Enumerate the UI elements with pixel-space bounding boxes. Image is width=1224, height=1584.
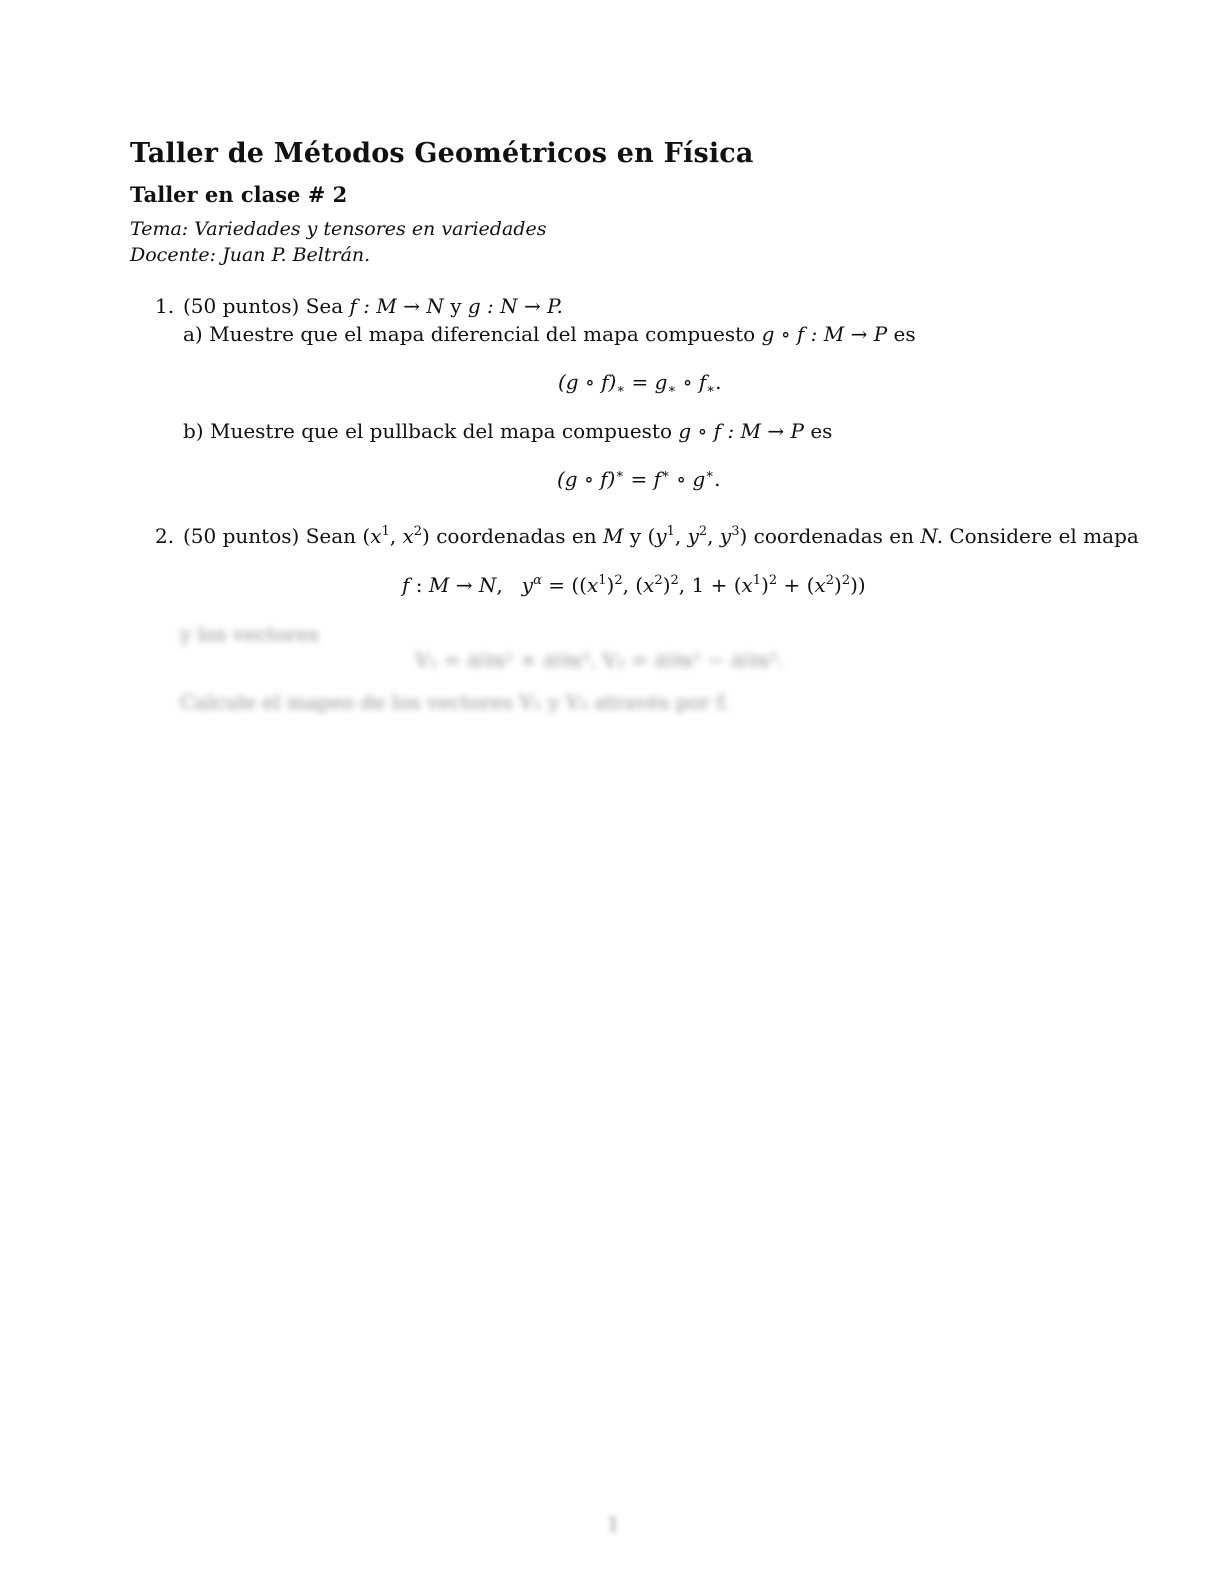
problem-1a-tail: es <box>893 322 916 346</box>
problem-1a-math: g ∘ f : M → P <box>761 322 888 346</box>
equation-map-definition: f : M → N, $y^\alpha = ((x^1)^2$, $(x^2)^2$, $1 + (x^1)^2 + (x^2)^2$)) <box>402 573 866 597</box>
problem-1a-label: a) <box>183 322 203 346</box>
problem-2-considere: Considere el mapa <box>949 524 1139 548</box>
problem-2-coord-m-text: coordenadas en <box>436 524 597 548</box>
problem-1-statement <box>183 294 563 318</box>
problem-1-map-f: f : M → N <box>349 294 444 318</box>
coordinates-n: ($y^1$, $y^2$, $y^3$) <box>647 524 748 548</box>
problem-1-map-g: g : N → P. <box>467 294 563 318</box>
manifold-n: N. <box>920 524 943 548</box>
problem-1b-tail: es <box>810 419 833 443</box>
problem-1-number: 1. <box>155 294 175 318</box>
instructor-line: Docente: Juan P. Beltrán. <box>130 244 371 266</box>
problem-1a-statement <box>183 322 916 346</box>
equation-pullback: (g ∘ f)∗ = f∗ ∘ g∗. <box>557 467 721 491</box>
topic-line: Tema: Variedades y tensores en variedades <box>130 218 547 240</box>
problem-2-conjunction: y <box>629 524 642 548</box>
manifold-m: M <box>602 524 624 548</box>
problem-1-conjunction: y <box>450 294 462 318</box>
blurred-vectors-definition: V₁ = ∂/∂x¹ + ∂/∂x², V₂ = ∂/∂x¹ − ∂/∂x². <box>415 648 784 672</box>
problem-1-points: (50 puntos) <box>183 294 300 318</box>
problem-1b-math: g ∘ f : M → P <box>678 419 804 443</box>
problem-2-sean: Sean <box>305 524 357 548</box>
blurred-task-line: Calcule el mapeo de los vectores V₁ y V₂ através por f. <box>180 690 730 714</box>
problem-1-intro-text: Sea <box>305 294 344 318</box>
equation-pushforward: (g ∘ $f)_∗ = g_∗$ ∘ $f_∗$. <box>558 370 722 397</box>
problem-2-number: 2. <box>155 524 175 548</box>
coordinates-m: ($x^1$, $x^2$) <box>362 524 430 548</box>
problem-2-coord-n-text: coordenadas en <box>753 524 915 548</box>
problem-1b-statement <box>183 419 832 443</box>
blurred-vectors-intro: y los vectores <box>180 622 319 646</box>
problem-2-points: (50 puntos) <box>183 524 300 548</box>
document-subtitle: Taller en clase # 2 <box>130 182 348 207</box>
problem-2-statement <box>183 524 1139 548</box>
document-title: Taller de Métodos Geométricos en Física <box>130 138 754 169</box>
page-number: 1 <box>607 1512 620 1536</box>
problem-1a-text: Muestre que el mapa diferencial del mapa compuesto <box>209 322 756 346</box>
problem-1b-text: Muestre que el pullback del mapa compuesto <box>209 419 672 443</box>
problem-1b-label: b) <box>183 419 204 443</box>
